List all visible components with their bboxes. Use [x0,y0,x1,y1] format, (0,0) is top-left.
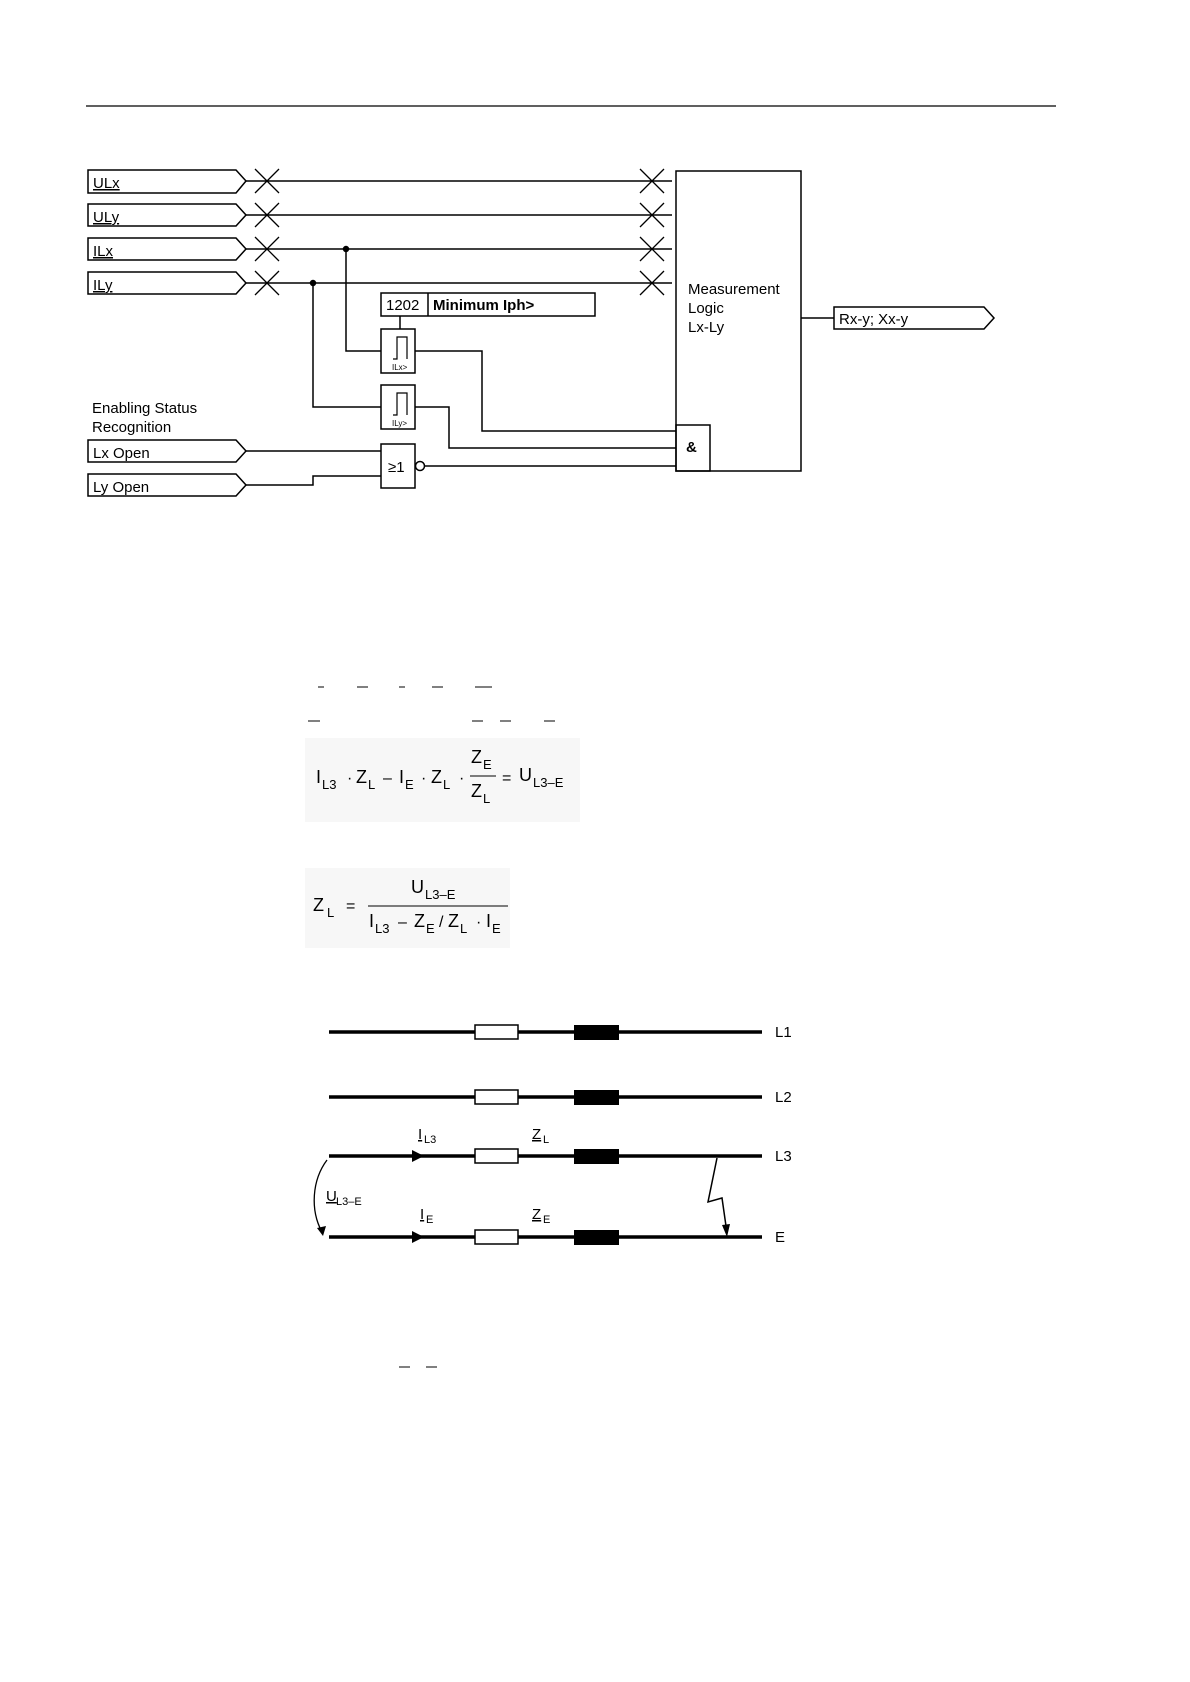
impedance-l-main: Z [532,1126,542,1143]
eq2-sub-e: E [426,921,435,936]
eq1-dot-1: · [347,770,353,787]
current-l3-sub: L3 [424,1134,437,1146]
and-gate-label: & [686,439,697,456]
logic-diagram [88,169,994,496]
or-gate-negation [416,462,425,471]
input-uly-label: ULy [93,209,120,226]
eq1-sub-l: L [368,777,376,792]
wire-threshold-y [415,407,676,448]
eq1-sub-e-num: E [483,757,492,772]
arrow-current-e [412,1231,424,1243]
voltage-arrow-head [317,1226,326,1236]
eq1-sub-e: E [405,777,414,792]
input-ulx-label: ULx [93,175,120,192]
eq2-slash: / [439,914,444,931]
eq1-sub-l-den: L [483,791,491,806]
eq1-z-l-den: Z [471,781,482,801]
enabling-title-line1: Enabling Status [92,400,198,417]
line-label-l2: L2 [775,1089,792,1106]
circuit-diagram [314,1024,791,1246]
resistor-l2 [475,1090,518,1104]
inductor-l1 [574,1025,619,1040]
voltage-main: U [326,1188,337,1205]
resistor-l1 [475,1025,518,1039]
parameter-name: Minimum Iph> [433,297,535,314]
output-label: Rx-y; Xx-y [839,311,909,328]
eq1-i-e: I [399,767,405,787]
eq2-z: Z [313,895,324,915]
wire-threshold-x [415,351,676,431]
cross-marks [255,169,664,295]
eq2-minus: – [398,914,407,931]
impedance-e-sub: E [543,1214,551,1226]
eq1-dot-3: · [459,770,465,787]
eq2-z-e: Z [414,911,425,931]
eq2-sub-ie: E [492,921,501,936]
eq1-z-l: Z [356,767,367,787]
fault-lightning-head [722,1224,730,1237]
measurement-line-3: Lx-Ly [688,319,725,336]
inductor-l3 [574,1149,619,1164]
parameter-address: 1202 [386,297,420,314]
eq1-dot-2: · [421,770,427,787]
input-lx-open-label: Lx Open [93,445,150,462]
line-label-l1: L1 [775,1024,792,1041]
measurement-line-2: Logic [688,300,724,317]
resistor-l3 [475,1149,518,1163]
eq2-u: U [411,877,424,897]
eq2-sub-z: L [327,905,335,920]
threshold-x-label: ILx> [392,363,408,372]
eq2-sub-l3: L3 [375,921,390,936]
voltage-sub: L3–E [336,1196,362,1208]
eq2-i-e: I [486,911,492,931]
eq1-i-l3: I [316,767,322,787]
current-e-sub: E [426,1214,434,1226]
inductor-e [574,1230,619,1245]
eq2-equals: = [346,898,356,915]
input-ly-open-label: Ly Open [93,479,150,496]
fault-lightning [708,1158,727,1233]
input-ilx-label: ILx [93,243,114,260]
eq2-sub-l: L [460,921,468,936]
branch-ilx [346,249,381,351]
current-e-main: I [420,1206,425,1223]
line-label-l3: L3 [775,1148,792,1165]
eq1-sub-u: L3–E [533,775,564,790]
eq2-sub-u: L3–E [425,887,456,902]
eq1-sub-l2: L [443,777,451,792]
eq1-equals: = [502,770,512,787]
input-ily-label: ILy [93,277,113,294]
eq2-z-l: Z [448,911,459,931]
eq1-sub-l3: L3 [322,777,337,792]
or-gate-label: ≥1 [388,459,405,476]
branch-ily [313,283,381,407]
inductor-l2 [574,1090,619,1105]
line-label-e: E [775,1229,786,1246]
enabling-title-line2: Recognition [92,419,172,436]
impedance-e-main: Z [532,1206,542,1223]
eq2-i-l3: I [369,911,375,931]
impedance-l-sub: L [543,1134,550,1146]
resistor-e [475,1230,518,1244]
eq1-minus: – [383,770,392,787]
eq1-z-l2: Z [431,767,442,787]
measurement-line-1: Measurement [688,281,780,298]
eq2-dot: · [476,914,482,931]
current-l3-main: I [418,1126,423,1143]
equation-2-background [305,868,510,948]
eq1-z-e-num: Z [471,747,482,767]
threshold-y-label: ILy> [392,419,408,428]
eq1-u: U [519,765,532,785]
arrow-current-l3 [412,1150,424,1162]
